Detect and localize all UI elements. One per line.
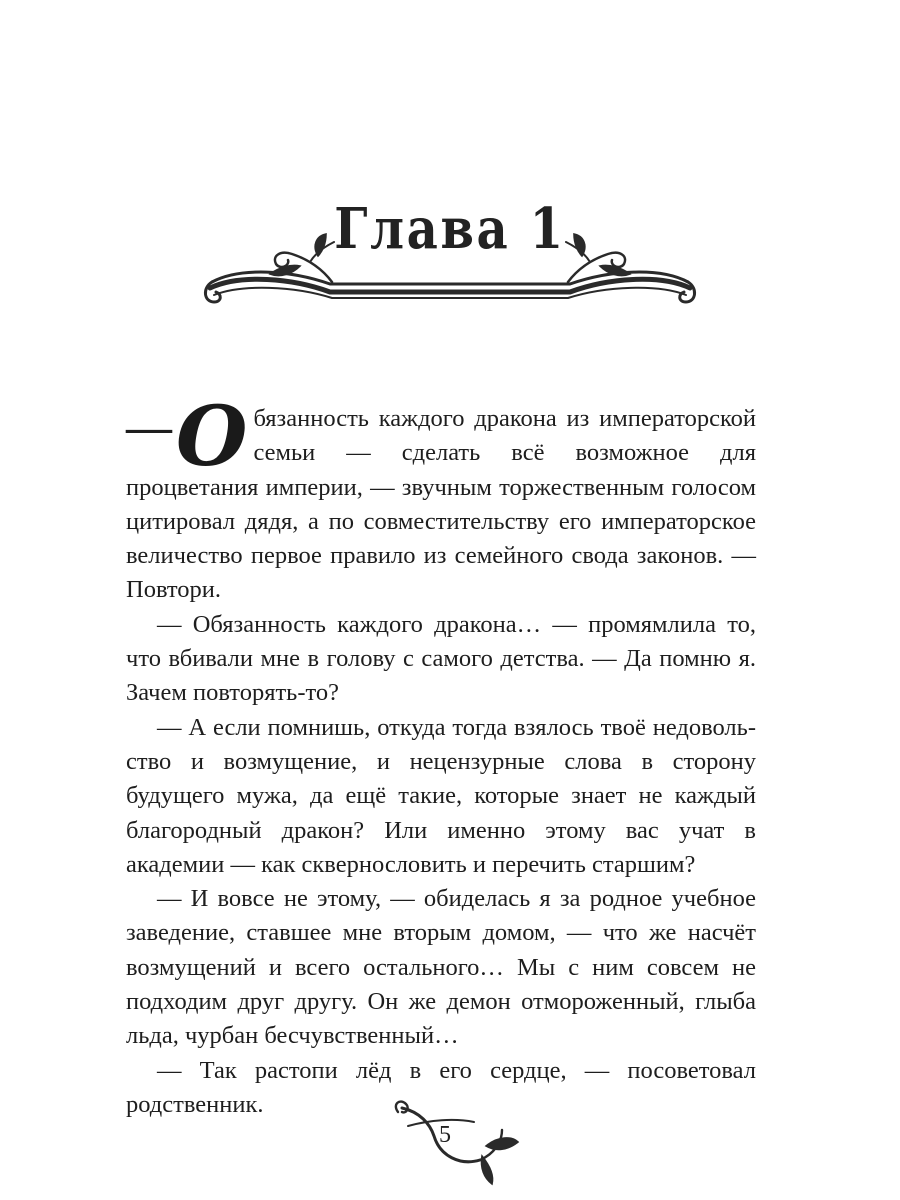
paragraph-2: — Обязанность каждого дракона… — промямлила то, что вбивали мне в голову с самого детства. — Да помню я. Зачем повторять-то? [126, 610, 756, 707]
drop-cap: О [176, 389, 248, 485]
paragraph-1-text: бязанность каждого дракона из императорской семьи — сделать всё возможное для процветания империи, — звучным торжественным голосом цитировал дядя, а по совместительству его императорское величество первое правило из семейного свода законов. — Повтори. [126, 405, 756, 604]
paragraph-3: — А если помнишь, откуда тогда взялось твоё недовольство и возмущение, и нецензурные слова в сторону будущего мужа, да ещё такие, которые знает не каждый благородный дракон? Или именно этому вас учат в академии — как сквернословить и перечить старшим? [126, 713, 756, 878]
page-number: 5 [439, 1122, 451, 1148]
chapter-body [126, 389, 756, 1122]
paragraph-4: — И вовсе не этому, — обиделась я за родное учебное заведение, ставшее мне вторым домом, — что же насчёт возмущений и всего остального… Мы с ним совсем не подходим друг другу. Он же демон отмороженный, глыба льда, чурбан бесчувственный… [126, 885, 756, 1050]
lead-dash: — [126, 401, 172, 452]
paragraph-5: — Так растопи лёд в его сердце, — посоветовал родственник. [126, 1056, 756, 1118]
chapter-title: Глава 1 [334, 196, 566, 262]
scroll-banner-ornament-icon [200, 222, 700, 322]
paragraph-1 [126, 389, 756, 608]
